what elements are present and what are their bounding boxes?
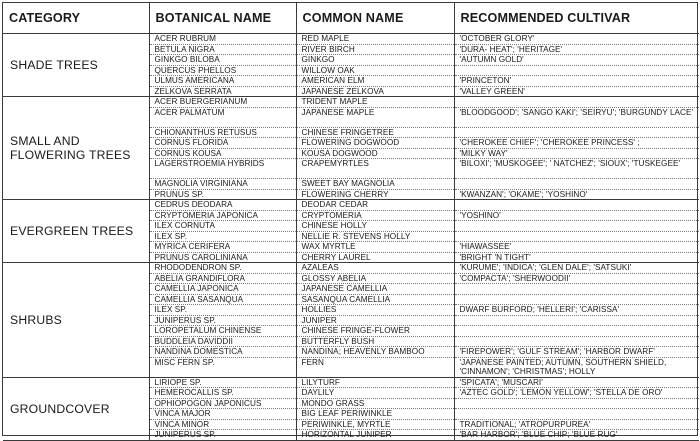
cultivar-cell: 'MILKY WAY'	[454, 148, 699, 159]
table-row	[3, 200, 699, 211]
common-name-cell: NANDINA; HEAVENLY BAMBOO	[296, 347, 454, 358]
botanical-name-cell: CHIONANTHUS RETUSUS	[149, 127, 296, 138]
cultivar-cell: 'COMPACTA'; 'SHERWOODII'	[454, 273, 699, 284]
common-name-cell: BUTTERFLY BUSH	[296, 336, 454, 347]
botanical-name-cell: VINCA MAJOR	[149, 409, 296, 420]
botanical-name-cell: ILEX SP.	[149, 231, 296, 242]
common-name-cell: LILYTURF	[296, 377, 454, 388]
botanical-name-cell: RHODODENDRON SP.	[149, 263, 296, 274]
common-name-cell: WAX MYRTLE	[296, 242, 454, 253]
category-cell: EVERGREEN TREES	[3, 200, 149, 263]
cultivar-cell: 'SPICATA'; 'MUSCARI'	[454, 377, 699, 388]
common-name-cell: WILLOW OAK	[296, 65, 454, 76]
cultivar-cell	[454, 221, 699, 232]
common-name-cell: AZALEAS	[296, 263, 454, 274]
common-name-cell: KOUSA DOGWOOD	[296, 148, 454, 159]
cultivar-cell: 'PRINCETON'	[454, 76, 699, 87]
common-name-cell: MONDO GRASS	[296, 398, 454, 409]
botanical-name-cell: QUERCUS PHELLOS	[149, 65, 296, 76]
common-name-cell: CHINESE FRINGE-FLOWER	[296, 326, 454, 337]
common-name-cell: JAPANESE ZELKOVA	[296, 86, 454, 97]
cultivar-cell: 'AZTEC GOLD'; 'LEMON YELLOW'; 'STELLA DE ORO'	[454, 388, 699, 399]
category-cell: GROUNDCOVER	[3, 377, 149, 440]
botanical-name-cell: LAGERSTROEMIA HYBRIDS	[149, 159, 296, 179]
common-name-cell: HORIZONTAL JUNIPER	[296, 430, 454, 441]
common-name-cell: FERN	[296, 357, 454, 377]
common-name-cell: CHINESE HOLLY	[296, 221, 454, 232]
header-botanical-name: BOTANICAL NAME	[149, 3, 296, 34]
header-row	[3, 3, 699, 34]
botanical-name-cell: ACER RUBRUM	[149, 34, 296, 45]
cultivar-cell: 'CHEROKEE CHIEF'; 'CHEROKEE PRINCESS' ;	[454, 138, 699, 149]
cultivar-cell: 'FIREPOWER'; 'GULF STREAM'; 'HARBOR DWARF'	[454, 347, 699, 358]
cultivar-cell	[454, 398, 699, 409]
common-name-cell: CRYPTOMERIA	[296, 210, 454, 221]
category-cell: SHADE TREES	[3, 34, 149, 97]
cultivar-cell	[454, 97, 699, 108]
common-name-cell: SWEET BAY MAGNOLIA	[296, 179, 454, 190]
common-name-cell: TRIDENT MAPLE	[296, 97, 454, 108]
common-name-cell: CHERRY LAUREL	[296, 252, 454, 263]
plant-recommendation-table	[3, 3, 699, 441]
botanical-name-cell: HEMEROCALLIS SP.	[149, 388, 296, 399]
cultivar-cell	[454, 65, 699, 76]
common-name-cell: JUNIPER	[296, 315, 454, 326]
cultivar-cell: 'KURUME'; 'INDICA'; 'GLEN DALE'; 'SATSUKI'	[454, 263, 699, 274]
cultivar-cell: 'YOSHINO'	[454, 210, 699, 221]
botanical-name-cell: MAGNOLIA VIRGINIANA	[149, 179, 296, 190]
common-name-cell: CHINESE FRINGETREE	[296, 127, 454, 138]
cultivar-cell: 'BRIGHT 'N TIGHT'	[454, 252, 699, 263]
cultivar-cell: 'BLOODGOOD'; 'SANGO KAKI'; 'SEIRYU'; 'BURGUNDY LACE'	[454, 107, 699, 127]
cultivar-cell	[454, 284, 699, 295]
common-name-cell: GLOSSY ABELIA	[296, 273, 454, 284]
common-name-cell: FLOWERING CHERRY	[296, 189, 454, 200]
common-name-cell: JAPANESE CAMELLIA	[296, 284, 454, 295]
table-row	[3, 34, 699, 45]
botanical-name-cell: ZELKOVA SERRATA	[149, 86, 296, 97]
cultivar-cell	[454, 315, 699, 326]
common-name-cell: DAYLILY	[296, 388, 454, 399]
category-cell: SHRUBS	[3, 263, 149, 378]
botanical-name-cell: BUDDLEIA DAVIDDII	[149, 336, 296, 347]
botanical-name-cell: MISC FERN SP.	[149, 357, 296, 377]
botanical-name-cell: VINCA MINOR	[149, 419, 296, 430]
common-name-cell: SASANQUA CAMELLIA	[296, 294, 454, 305]
botanical-name-cell: LOROPETALUM CHINENSE	[149, 326, 296, 337]
table-row	[3, 377, 699, 388]
cultivar-cell: 'OCTOBER GLORY'	[454, 34, 699, 45]
botanical-name-cell: CAMELLIA SASANQUA	[149, 294, 296, 305]
common-name-cell: RED MAPLE	[296, 34, 454, 45]
cultivar-cell: 'KWANZAN'; 'OKAME'; 'YOSHINO'	[454, 189, 699, 200]
botanical-name-cell: JUNIPERUS SP.	[149, 315, 296, 326]
botanical-name-cell: PRUNUS CAROLINIANA	[149, 252, 296, 263]
cultivar-cell: 'BILOXI'; 'MUSKOGEE'; ' NATCHEZ'; 'SIOUX'; 'TUSKEGEE'	[454, 159, 699, 179]
common-name-cell: FLOWERING DOGWOOD	[296, 138, 454, 149]
cultivar-cell: TRADITIONAL; 'ATROPURPUREA'	[454, 419, 699, 430]
plant-table	[2, 2, 698, 439]
cultivar-cell	[454, 409, 699, 420]
common-name-cell: PERIWINKLE, MYRTLE	[296, 419, 454, 430]
common-name-cell: DEODAR CEDAR	[296, 200, 454, 211]
botanical-name-cell: ACER BUERGERIANUM	[149, 97, 296, 108]
botanical-name-cell: NANDINA DOMESTICA	[149, 347, 296, 358]
table-header	[3, 3, 699, 34]
botanical-name-cell: PRUNUS SP.	[149, 189, 296, 200]
table-row	[3, 97, 699, 108]
cultivar-cell: 'DURA- HEAT'; 'HERITAGE'	[454, 44, 699, 55]
botanical-name-cell: LIRIOPE SP.	[149, 377, 296, 388]
cultivar-cell	[454, 127, 699, 138]
botanical-name-cell: ULMUS AMERICANA	[149, 76, 296, 87]
cultivar-cell	[454, 200, 699, 211]
botanical-name-cell: ILEX CORNUTA	[149, 221, 296, 232]
common-name-cell: BIG LEAF PERIWINKLE	[296, 409, 454, 420]
table-row	[3, 263, 699, 274]
cultivar-cell	[454, 231, 699, 242]
botanical-name-cell: MYRICA CERIFERA	[149, 242, 296, 253]
category-cell: SMALL AND FLOWERING TREES	[3, 97, 149, 200]
cultivar-cell: 'AUTUMN GOLD'	[454, 55, 699, 66]
cultivar-cell: DWARF BURFORD; 'HELLERI'; 'CARISSA'	[454, 305, 699, 316]
cultivar-cell	[454, 294, 699, 305]
cultivar-cell	[454, 326, 699, 337]
cultivar-cell: 'JAPANESE PAINTED; AUTUMN, SOUTHERN SHIELD, 'CINNAMON'; 'CHRISTMAS'; HOLLY	[454, 357, 699, 377]
botanical-name-cell: ABELIA GRANDIFLORA	[149, 273, 296, 284]
cultivar-cell	[454, 179, 699, 190]
cultivar-cell: 'HIAWASSEE'	[454, 242, 699, 253]
cultivar-cell: 'BAR HARBOR'; 'BLUE CHIP; 'BLUE RUG'	[454, 430, 699, 441]
common-name-cell: JAPANESE MAPLE	[296, 107, 454, 127]
botanical-name-cell: ILEX SP.	[149, 305, 296, 316]
botanical-name-cell: JUNIPERUS SP.	[149, 430, 296, 441]
cultivar-cell	[454, 336, 699, 347]
botanical-name-cell: BETULA NIGRA	[149, 44, 296, 55]
cultivar-cell: 'VALLEY GREEN'	[454, 86, 699, 97]
header-common-name: COMMON NAME	[296, 3, 454, 34]
header-recommended-cultivar: RECOMMENDED CULTIVAR	[454, 3, 699, 34]
botanical-name-cell: CAMELLIA JAPONICA	[149, 284, 296, 295]
common-name-cell: HOLLIES	[296, 305, 454, 316]
botanical-name-cell: OPHIOPOGON JAPONICUS	[149, 398, 296, 409]
botanical-name-cell: CRYPTOMERIA JAPONICA	[149, 210, 296, 221]
table-body	[3, 34, 699, 441]
common-name-cell: RIVER BIRCH	[296, 44, 454, 55]
botanical-name-cell: CORNUS FLORIDA	[149, 138, 296, 149]
common-name-cell: CRAPEMYRTLES	[296, 159, 454, 179]
header-category: CATEGORY	[3, 3, 149, 34]
botanical-name-cell: CORNUS KOUSA	[149, 148, 296, 159]
common-name-cell: GINKGO	[296, 55, 454, 66]
common-name-cell: AMERICAN ELM	[296, 76, 454, 87]
common-name-cell: NELLIE R. STEVENS HOLLY	[296, 231, 454, 242]
botanical-name-cell: ACER PALMATUM	[149, 107, 296, 127]
botanical-name-cell: CEDRUS DEODARA	[149, 200, 296, 211]
botanical-name-cell: GINKGO BILOBA	[149, 55, 296, 66]
